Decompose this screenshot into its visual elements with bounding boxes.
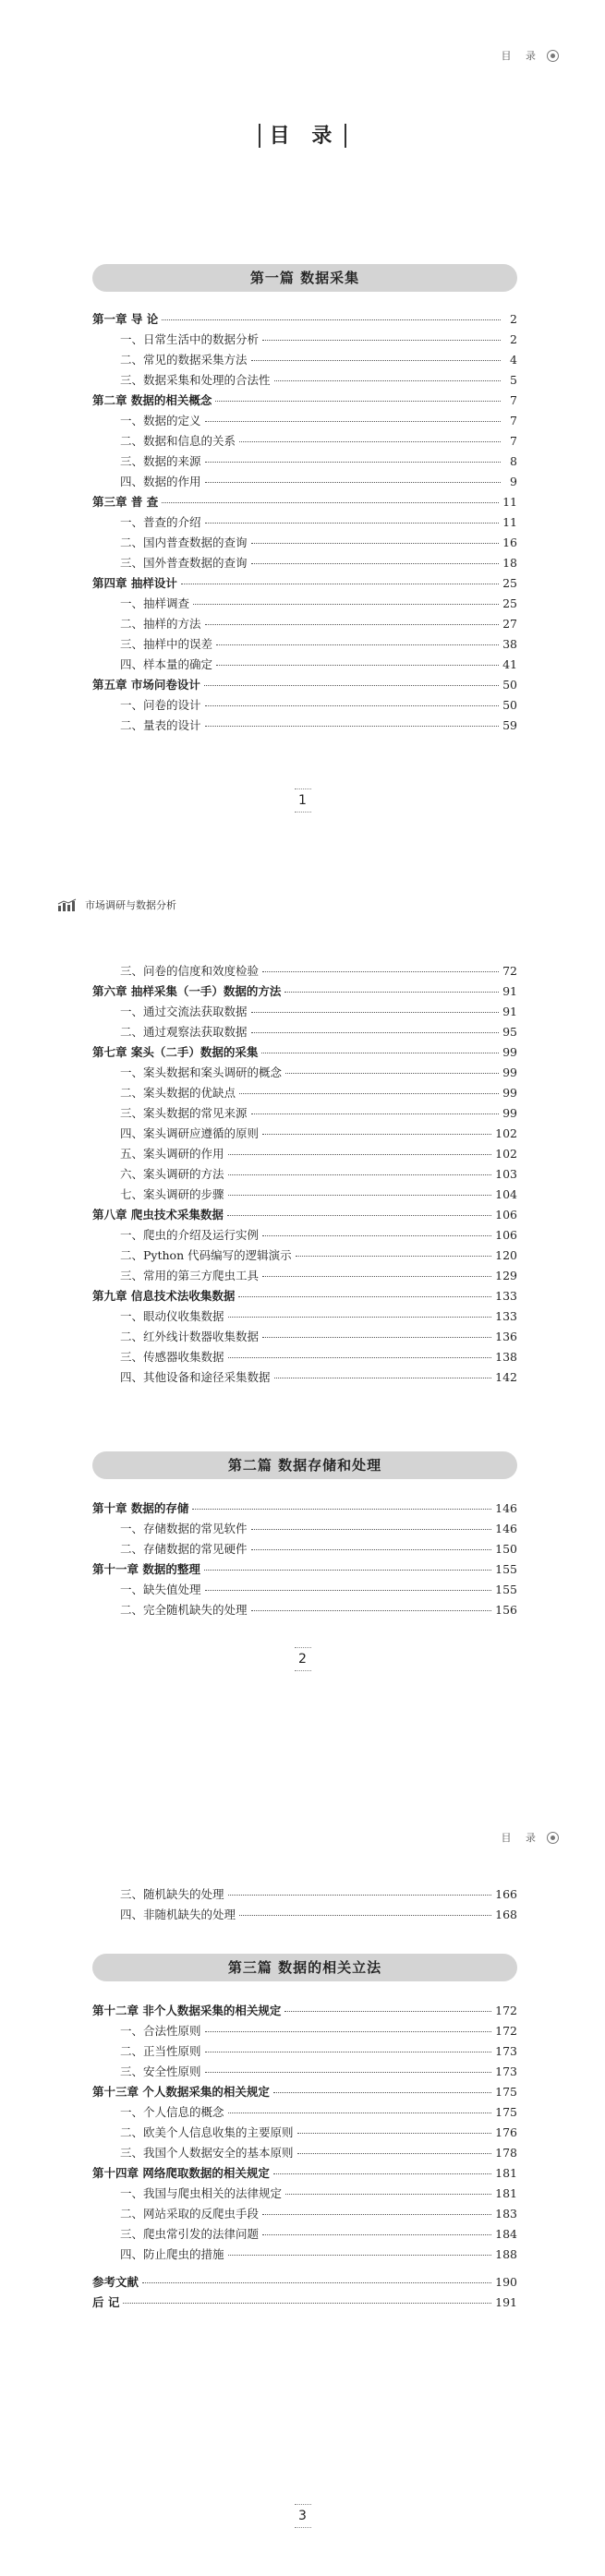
- toc-section-row[interactable]: [92, 1165, 517, 1186]
- dot-leader: [262, 1337, 491, 1338]
- toc-page-number: 175: [495, 2105, 517, 2119]
- toc-section-row[interactable]: [92, 2205, 517, 2225]
- toc-section-row[interactable]: [92, 1368, 517, 1389]
- toc-chapter-row[interactable]: [92, 2002, 517, 2022]
- toc-entry-title: 一、案头数据和案头调研的概念: [120, 1065, 283, 1079]
- dot-leader: [216, 644, 499, 645]
- dot-leader: [205, 462, 501, 463]
- part-heading: 第二篇 数据存储和处理: [92, 1451, 517, 1479]
- toc-entry-title: 第二章 数据的相关概念: [92, 393, 212, 407]
- toc-entry-title: 第一章 导 论: [92, 312, 159, 326]
- toc-page-number: 50: [502, 678, 517, 692]
- toc-entry-title: 四、其他设备和途径采集数据: [120, 1370, 271, 1384]
- running-header-text: 目 录: [501, 50, 541, 62]
- dot-leader: [251, 563, 500, 564]
- toc-chapter-row[interactable]: [92, 493, 517, 513]
- toc-page-number: 99: [502, 1065, 517, 1079]
- dot-leader: [296, 1256, 492, 1257]
- toc-page-number: 91: [502, 1005, 517, 1018]
- toc-page-number: 95: [502, 1025, 517, 1039]
- toc-entry-title: 四、样本量的确定: [120, 657, 213, 671]
- toc-entry-title: 二、欧美个人信息收集的主要原则: [120, 2125, 294, 2139]
- toc-entry-title: 一、数据的定义: [120, 414, 201, 427]
- toc-section-row[interactable]: [92, 635, 517, 656]
- toc-page-number: 11: [502, 515, 517, 529]
- toc-entry-title: 第十二章 非个人数据采集的相关规定: [92, 2004, 282, 2017]
- part-heading: 第三篇 数据的相关立法: [92, 1954, 517, 1981]
- toc-page-number: 4: [510, 353, 517, 367]
- toc-page-number: 133: [495, 1309, 517, 1323]
- toc-section-row[interactable]: [92, 656, 517, 676]
- toc-entry-title: 四、防止爬虫的措施: [120, 2247, 224, 2261]
- toc-entry-title: 一、普查的介绍: [120, 515, 201, 529]
- dot-leader: [228, 1317, 492, 1318]
- toc-section-row[interactable]: [92, 1084, 517, 1104]
- toc-section-row[interactable]: [92, 1601, 517, 1621]
- toc-entry-title: 二、常见的数据采集方法: [120, 353, 248, 367]
- running-header-text: 目 录: [501, 1832, 541, 1844]
- toc-entry-title: 第七章 案头（二手）数据的采集: [92, 1045, 259, 1059]
- toc-entry-title: 第四章 抽样设计: [92, 576, 177, 590]
- toc-entry-title: 一、我国与爬虫相关的法律规定: [120, 2186, 283, 2200]
- toc-section-row[interactable]: [92, 2225, 517, 2245]
- toc-entry-title: 五、案头调研的作用: [120, 1147, 224, 1161]
- toc-section-row[interactable]: [92, 2063, 517, 2083]
- toc-page-number: 188: [495, 2247, 517, 2261]
- toc-entry-title: 一、抽样调查: [120, 596, 190, 610]
- toc-page-number: 181: [495, 2166, 517, 2180]
- dot-leader: [273, 2092, 491, 2093]
- toc-page-number: 146: [495, 1501, 517, 1515]
- toc-entry-title: 第三章 普 查: [92, 495, 159, 509]
- toc-entry-title: 四、数据的作用: [120, 475, 201, 488]
- toc-page-number: 136: [495, 1330, 517, 1343]
- toc-chapter-row[interactable]: [92, 1206, 517, 1226]
- toc-entry-title: 一、日常生活中的数据分析: [120, 332, 260, 346]
- running-header-left: [57, 897, 176, 912]
- dot-leader: [238, 1296, 491, 1297]
- dot-leader: [205, 624, 500, 625]
- toc-section-row[interactable]: [92, 1145, 517, 1165]
- dot-leader: [239, 1093, 499, 1094]
- dot-leader: [297, 2153, 492, 2154]
- dot-leader: [251, 1529, 492, 1530]
- dot-leader: [285, 1073, 499, 1074]
- toc-entry-title: 三、国外普查数据的查询: [120, 556, 248, 570]
- toc-entry-title: 三、案头数据的常见来源: [120, 1106, 248, 1120]
- toc-entry-title: 四、案头调研应遵循的原则: [120, 1126, 260, 1140]
- dot-leader: [262, 2214, 491, 2215]
- toc-page-number: 11: [502, 495, 517, 509]
- toc-entry-title: 第十一章 数据的整理: [92, 1562, 200, 1576]
- toc-page-number: 178: [495, 2146, 517, 2160]
- toc-page-number: 103: [495, 1167, 517, 1181]
- toc-entry-title: 一、通过交流法获取数据: [120, 1005, 248, 1018]
- dot-leader: [205, 705, 500, 706]
- toc-entry-title: 二、数据和信息的关系: [120, 434, 236, 448]
- dot-leader: [205, 2072, 492, 2073]
- toc-chapter-row[interactable]: [92, 2273, 517, 2293]
- page-number-text: 3: [287, 2504, 319, 2528]
- page-number-text: 1: [287, 788, 319, 813]
- toc-section-row[interactable]: [92, 2022, 517, 2042]
- toc-section-row[interactable]: [92, 351, 517, 371]
- dot-leader: [284, 992, 499, 993]
- toc-list: [92, 2002, 517, 2266]
- toc-entry-title: 一、存储数据的常见软件: [120, 1522, 248, 1535]
- toc-page-number: 173: [495, 2064, 517, 2078]
- running-header-right: [502, 48, 560, 63]
- dot-leader: [205, 523, 500, 524]
- toc-section-row[interactable]: [92, 1003, 517, 1023]
- toc-page-number: 155: [495, 1583, 517, 1596]
- dot-leader: [262, 340, 501, 341]
- dot-leader: [228, 1357, 492, 1358]
- dot-leader: [192, 1509, 491, 1510]
- toc-chapter-row[interactable]: [92, 2164, 517, 2185]
- dot-leader: [239, 441, 501, 442]
- toc-chapter-row[interactable]: [92, 574, 517, 595]
- toc-entry-title: 三、安全性原则: [120, 2064, 201, 2078]
- toc-entry-title: 三、传感器收集数据: [120, 1350, 224, 1364]
- toc-entry-title: 后 记: [92, 2295, 120, 2309]
- toc-page-number: 172: [495, 2004, 517, 2017]
- toc-entry-title: 三、常用的第三方爬虫工具: [120, 1269, 260, 1282]
- toc-chapter-row[interactable]: [92, 310, 517, 331]
- dot-leader: [205, 421, 501, 422]
- toc-entry-title: 第十四章 网络爬取数据的相关规定: [92, 2166, 270, 2180]
- dot-leader: [285, 2194, 491, 2195]
- toc-entry-title: 第八章 爬虫技术采集数据: [92, 1208, 224, 1222]
- page-number-text: 2: [287, 1647, 319, 1671]
- toc-section-row[interactable]: [92, 473, 517, 493]
- toc-section-row[interactable]: [92, 534, 517, 554]
- toc-section-row[interactable]: [92, 1125, 517, 1145]
- toc-entry-title: 第五章 市场问卷设计: [92, 678, 200, 692]
- toc-section-row[interactable]: [92, 371, 517, 391]
- toc-section-row[interactable]: [92, 716, 517, 737]
- toc-entry-title: 二、红外线计数器收集数据: [120, 1330, 260, 1343]
- dot-leader: [142, 2282, 491, 2283]
- toc-page-number: 99: [502, 1086, 517, 1100]
- toc-page-number: 168: [495, 1908, 517, 1921]
- toc-page-number: 9: [510, 475, 517, 488]
- toc-page-number: 183: [495, 2207, 517, 2221]
- dot-leader: [251, 1549, 492, 1550]
- toc-page-number: 102: [495, 1126, 517, 1140]
- toc-page-number: 38: [502, 637, 517, 651]
- toc-section-row[interactable]: [92, 1307, 517, 1328]
- dot-leader: [216, 665, 499, 666]
- running-header-text: 市场调研与数据分析: [85, 899, 176, 911]
- toc-entry-title: 二、存储数据的常见硬件: [120, 1542, 248, 1556]
- dot-leader: [262, 1134, 491, 1135]
- toc-page-number: 142: [495, 1370, 517, 1384]
- toc-entry-title: 四、非随机缺失的处理: [120, 1908, 236, 1921]
- toc-page-number: 155: [495, 1562, 517, 1576]
- page-number: [0, 788, 605, 813]
- toc-page-number: 59: [502, 718, 517, 732]
- toc-entry-title: 一、问卷的设计: [120, 698, 201, 712]
- dot-leader: [205, 482, 501, 483]
- toc-section-row[interactable]: [92, 1226, 517, 1246]
- toc-page-number: 120: [495, 1248, 517, 1262]
- toc-entry-title: 一、眼动仪收集数据: [120, 1309, 224, 1323]
- toc-section-row[interactable]: [92, 696, 517, 716]
- toc-page-number: 129: [495, 1269, 517, 1282]
- toc-chapter-row[interactable]: [92, 676, 517, 696]
- dot-leader: [205, 726, 500, 727]
- toc-page-number: 166: [495, 1887, 517, 1901]
- dot-leader: [123, 2303, 491, 2304]
- toc-entry-title: 第十章 数据的存储: [92, 1501, 189, 1515]
- toc-page-number: 176: [495, 2125, 517, 2139]
- toc-page-number: 173: [495, 2044, 517, 2058]
- dot-leader: [251, 1610, 492, 1611]
- toc-section-row[interactable]: [92, 1267, 517, 1287]
- toc-page-number: 27: [502, 617, 517, 631]
- toc-section-row[interactable]: [92, 1581, 517, 1601]
- toc-section-row[interactable]: [92, 2144, 517, 2164]
- toc-section-row[interactable]: [92, 432, 517, 452]
- dot-leader: [284, 2011, 491, 2012]
- toc-section-row[interactable]: [92, 1186, 517, 1206]
- toc-page-number: 25: [502, 576, 517, 590]
- toc-chapter-row[interactable]: [92, 2293, 517, 2314]
- dot-leader: [205, 2031, 492, 2032]
- toc-entry-title: 二、抽样的方法: [120, 617, 201, 631]
- dot-leader: [228, 1174, 492, 1175]
- dot-leader: [162, 319, 501, 320]
- toc-entry-title: 三、随机缺失的处理: [120, 1887, 224, 1901]
- toc-section-row[interactable]: [92, 1348, 517, 1368]
- toc-section-row[interactable]: [92, 2245, 517, 2266]
- toc-list: [92, 2273, 517, 2314]
- toc-entry-title: 一、合法性原则: [120, 2024, 201, 2038]
- toc-list: [92, 962, 517, 1389]
- toc-section-row[interactable]: [92, 1906, 517, 1926]
- dot-leader: [274, 380, 501, 381]
- toc-entry-title: 二、正当性原则: [120, 2044, 201, 2058]
- dot-leader: [205, 1590, 492, 1591]
- toc-entry-title: 第九章 信息技术法收集数据: [92, 1289, 236, 1303]
- toc-page-number: 5: [510, 373, 517, 387]
- toc-page-number: 191: [495, 2295, 517, 2309]
- toc-chapter-row[interactable]: [92, 1499, 517, 1520]
- toc-page-number: 190: [495, 2275, 517, 2289]
- toc-section-row[interactable]: [92, 1540, 517, 1560]
- toc-page-number: 2: [510, 332, 517, 346]
- toc-section-row[interactable]: [92, 1104, 517, 1125]
- page-number: [0, 2504, 605, 2528]
- dot-leader: [251, 1032, 500, 1033]
- toc-section-row[interactable]: [92, 1328, 517, 1348]
- circle-ornament-icon: [547, 1832, 559, 1844]
- toc-entry-title: 三、数据采集和处理的合法性: [120, 373, 271, 387]
- toc-section-row[interactable]: [92, 962, 517, 982]
- toc-entry-title: 二、量表的设计: [120, 718, 201, 732]
- toc-entry-title: 二、Python 代码编写的逻辑演示: [120, 1248, 292, 1262]
- toc-entry-title: 三、问卷的信度和效度检验: [120, 964, 260, 978]
- toc-page-number: 99: [502, 1106, 517, 1120]
- toc-section-row[interactable]: [92, 331, 517, 351]
- toc-entry-title: 一、缺失值处理: [120, 1583, 201, 1596]
- dot-leader: [239, 1915, 491, 1916]
- dot-leader: [251, 543, 500, 544]
- toc-section-row[interactable]: [92, 452, 517, 473]
- toc-entry-title: 第六章 抽样采集（一手）数据的方法: [92, 984, 282, 998]
- dot-leader: [204, 1570, 491, 1571]
- dot-leader: [297, 2133, 492, 2134]
- toc-page-number: 102: [495, 1147, 517, 1161]
- toc-section-row[interactable]: [92, 1246, 517, 1267]
- toc-page-number: 184: [495, 2227, 517, 2241]
- toc-page-number: 99: [502, 1045, 517, 1059]
- toc-page-number: 156: [495, 1603, 517, 1617]
- toc-entry-title: 参考文献: [92, 2275, 139, 2289]
- running-header-right: [502, 1830, 560, 1845]
- toc-page-number: 16: [502, 536, 517, 549]
- toc-entry-title: 二、完全随机缺失的处理: [120, 1603, 248, 1617]
- dot-leader: [262, 2234, 491, 2235]
- dot-leader: [228, 1154, 492, 1155]
- toc-page-number: 18: [502, 556, 517, 570]
- page-title-text: 目 录: [259, 124, 347, 148]
- toc-page-number: 146: [495, 1522, 517, 1535]
- toc-section-row[interactable]: [92, 2185, 517, 2205]
- dot-leader: [262, 1276, 491, 1277]
- toc-page-number: 7: [510, 393, 517, 407]
- toc-entry-title: 一、个人信息的概念: [120, 2105, 224, 2119]
- toc-entry-title: 第十三章 个人数据采集的相关规定: [92, 2085, 270, 2099]
- toc-page-number: 41: [502, 657, 517, 671]
- toc-page-number: 138: [495, 1350, 517, 1364]
- toc-section-row[interactable]: [92, 2124, 517, 2144]
- dot-leader: [251, 1113, 500, 1114]
- toc-entry-title: 一、爬虫的介绍及运行实例: [120, 1228, 260, 1242]
- toc-entry-title: 二、网站采取的反爬虫手段: [120, 2207, 260, 2221]
- dot-leader: [162, 502, 499, 503]
- circle-ornament-icon: [547, 50, 559, 62]
- toc-entry-title: 七、案头调研的步骤: [120, 1187, 224, 1201]
- toc-section-row[interactable]: [92, 513, 517, 534]
- dot-leader: [262, 1235, 491, 1236]
- dot-leader: [228, 1195, 492, 1196]
- toc-page-number: 50: [502, 698, 517, 712]
- toc-page-number: 25: [502, 596, 517, 610]
- dot-leader: [228, 2255, 492, 2256]
- dot-leader: [251, 360, 501, 361]
- page-title: [0, 120, 605, 149]
- toc-page-number: 133: [495, 1289, 517, 1303]
- toc-section-row[interactable]: [92, 412, 517, 432]
- bar-chart-logo-icon: [57, 898, 78, 911]
- toc-page-number: 175: [495, 2085, 517, 2099]
- toc-page-number: 104: [495, 1187, 517, 1201]
- dot-leader: [204, 685, 499, 686]
- toc-chapter-row[interactable]: [92, 391, 517, 412]
- toc-section-row[interactable]: [92, 554, 517, 574]
- toc-section-row[interactable]: [92, 595, 517, 615]
- toc-entry-title: 三、抽样中的误差: [120, 637, 213, 651]
- toc-entry-title: 二、案头数据的优缺点: [120, 1086, 236, 1100]
- toc-page-number: 150: [495, 1542, 517, 1556]
- dot-leader: [215, 401, 501, 402]
- toc-page-number: 7: [510, 414, 517, 427]
- toc-section-row[interactable]: [92, 2103, 517, 2124]
- toc-page-number: 181: [495, 2186, 517, 2200]
- toc-section-row[interactable]: [92, 2042, 517, 2063]
- toc-page-number: 7: [510, 434, 517, 448]
- dot-leader: [228, 1895, 492, 1896]
- part-heading: 第一篇 数据采集: [92, 264, 517, 292]
- toc-chapter-row[interactable]: [92, 2083, 517, 2103]
- toc-list: [92, 1885, 517, 1926]
- toc-entry-title: 二、国内普查数据的查询: [120, 536, 248, 549]
- toc-section-row[interactable]: [92, 1064, 517, 1084]
- toc-chapter-row[interactable]: [92, 982, 517, 1003]
- toc-section-row[interactable]: [92, 1885, 517, 1906]
- toc-chapter-row[interactable]: [92, 1043, 517, 1064]
- toc-entry-title: 三、数据的来源: [120, 454, 201, 468]
- toc-entry-title: 二、通过观察法获取数据: [120, 1025, 248, 1039]
- toc-page-number: 8: [510, 454, 517, 468]
- page-number: [0, 1647, 605, 1671]
- toc-entry-title: 三、我国个人数据安全的基本原则: [120, 2146, 294, 2160]
- toc-entry-title: 六、案头调研的方法: [120, 1167, 224, 1181]
- toc-chapter-row[interactable]: [92, 1560, 517, 1581]
- toc-chapter-row[interactable]: [92, 1287, 517, 1307]
- toc-page-number: 106: [495, 1228, 517, 1242]
- dot-leader: [227, 1215, 491, 1216]
- toc-section-row[interactable]: [92, 1023, 517, 1043]
- toc-list: [92, 310, 517, 737]
- toc-page-number: 91: [502, 984, 517, 998]
- toc-page-number: 106: [495, 1208, 517, 1222]
- toc-page-number: 172: [495, 2024, 517, 2038]
- toc-section-row[interactable]: [92, 615, 517, 635]
- toc-page-number: 72: [502, 964, 517, 978]
- toc-entry-title: 三、爬虫常引发的法律问题: [120, 2227, 260, 2241]
- toc-page-number: 2: [510, 312, 517, 326]
- dot-leader: [273, 2173, 491, 2174]
- dot-leader: [193, 604, 499, 605]
- dot-leader: [262, 971, 499, 972]
- toc-section-row[interactable]: [92, 1520, 517, 1540]
- toc-list: [92, 1499, 517, 1621]
- dot-leader: [251, 1012, 500, 1013]
